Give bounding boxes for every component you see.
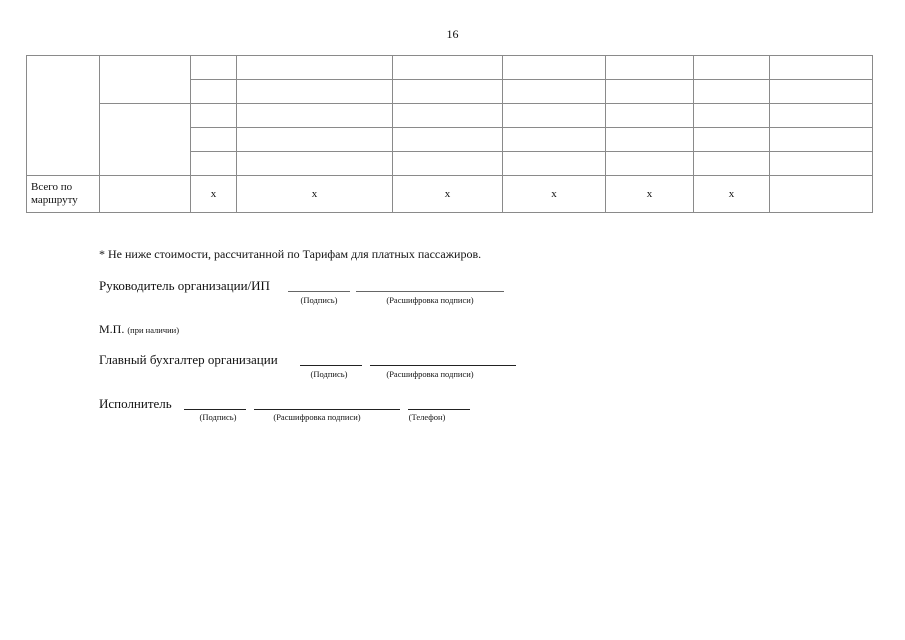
total-cell: х: [606, 176, 694, 213]
executor-decoding-caption: (Расшифровка подписи): [273, 412, 361, 422]
table-cell: [237, 152, 393, 176]
table-cell: [770, 152, 873, 176]
total-cell: х: [191, 176, 237, 213]
table-cell: [770, 56, 873, 80]
seal-text: М.П.: [99, 322, 125, 336]
total-cell: х: [393, 176, 503, 213]
table-cell: [100, 104, 191, 176]
table-cell: [393, 80, 503, 104]
table-cell: [393, 104, 503, 128]
table-cell: [694, 152, 770, 176]
table-cell: [694, 128, 770, 152]
table-row-total: [27, 176, 873, 213]
table-cell: [503, 128, 606, 152]
table-cell: [503, 152, 606, 176]
head-signature-title: Руководитель организации/ИП: [99, 278, 270, 293]
table-cell: [237, 80, 393, 104]
table-row: [27, 56, 873, 80]
table-cell: [606, 152, 694, 176]
head-decoding-caption: (Расшифровка подписи): [386, 295, 474, 305]
table-cell: [393, 128, 503, 152]
table-cell: [237, 104, 393, 128]
table-cell: [606, 56, 694, 80]
table-cell: [606, 128, 694, 152]
accountant-signature-line[interactable]: [300, 365, 362, 366]
head-signature-line[interactable]: [288, 291, 350, 292]
table-cell: [100, 176, 191, 213]
seal-label: [99, 322, 179, 337]
table-cell: [694, 104, 770, 128]
executor-signature-title: Исполнитель: [99, 396, 172, 411]
total-cell: [770, 176, 873, 213]
table-cell: [393, 152, 503, 176]
table-cell: [393, 56, 503, 80]
table-cell: [503, 104, 606, 128]
table-cell: [770, 80, 873, 104]
page-number: 16: [446, 27, 459, 41]
total-cell: х: [237, 176, 393, 213]
table-cell: [237, 128, 393, 152]
accountant-decoding-line[interactable]: [370, 365, 516, 366]
table-cell: [606, 80, 694, 104]
accountant-signature-title: Главный бухгалтер организации: [99, 352, 278, 367]
executor-phone-caption: (Телефон): [408, 412, 446, 422]
executor-signature-caption: (Подпись): [199, 412, 237, 422]
table-cell: [191, 104, 237, 128]
table-cell: [770, 104, 873, 128]
table-cell: [503, 80, 606, 104]
seal-note: (при наличии): [127, 325, 180, 335]
total-row-label: Всего по маршруту: [27, 176, 100, 213]
table-cell: [100, 56, 191, 104]
total-cell: х: [694, 176, 770, 213]
table-cell: [694, 80, 770, 104]
head-decoding-line[interactable]: [356, 291, 504, 292]
table-cell: [191, 56, 237, 80]
accountant-signature-caption: (Подпись): [310, 369, 348, 379]
table-cell: [503, 56, 606, 80]
table-cell: [191, 128, 237, 152]
table-cell: [191, 80, 237, 104]
table-cell: [237, 56, 393, 80]
footnote: * Не ниже стоимости, рассчитанной по Тарифам для платных пассажиров.: [99, 247, 482, 261]
table-cell: [606, 104, 694, 128]
executor-decoding-line[interactable]: [254, 409, 400, 410]
table-cell: [694, 56, 770, 80]
table-cell: [27, 56, 100, 176]
head-signature-caption: (Подпись): [300, 295, 338, 305]
executor-phone-line[interactable]: [408, 409, 470, 410]
executor-signature-line[interactable]: [184, 409, 246, 410]
table-cell: [770, 128, 873, 152]
table-row: [27, 104, 873, 128]
report-table: [26, 55, 873, 213]
table-cell: [191, 152, 237, 176]
total-cell: х: [503, 176, 606, 213]
accountant-decoding-caption: (Расшифровка подписи): [386, 369, 474, 379]
